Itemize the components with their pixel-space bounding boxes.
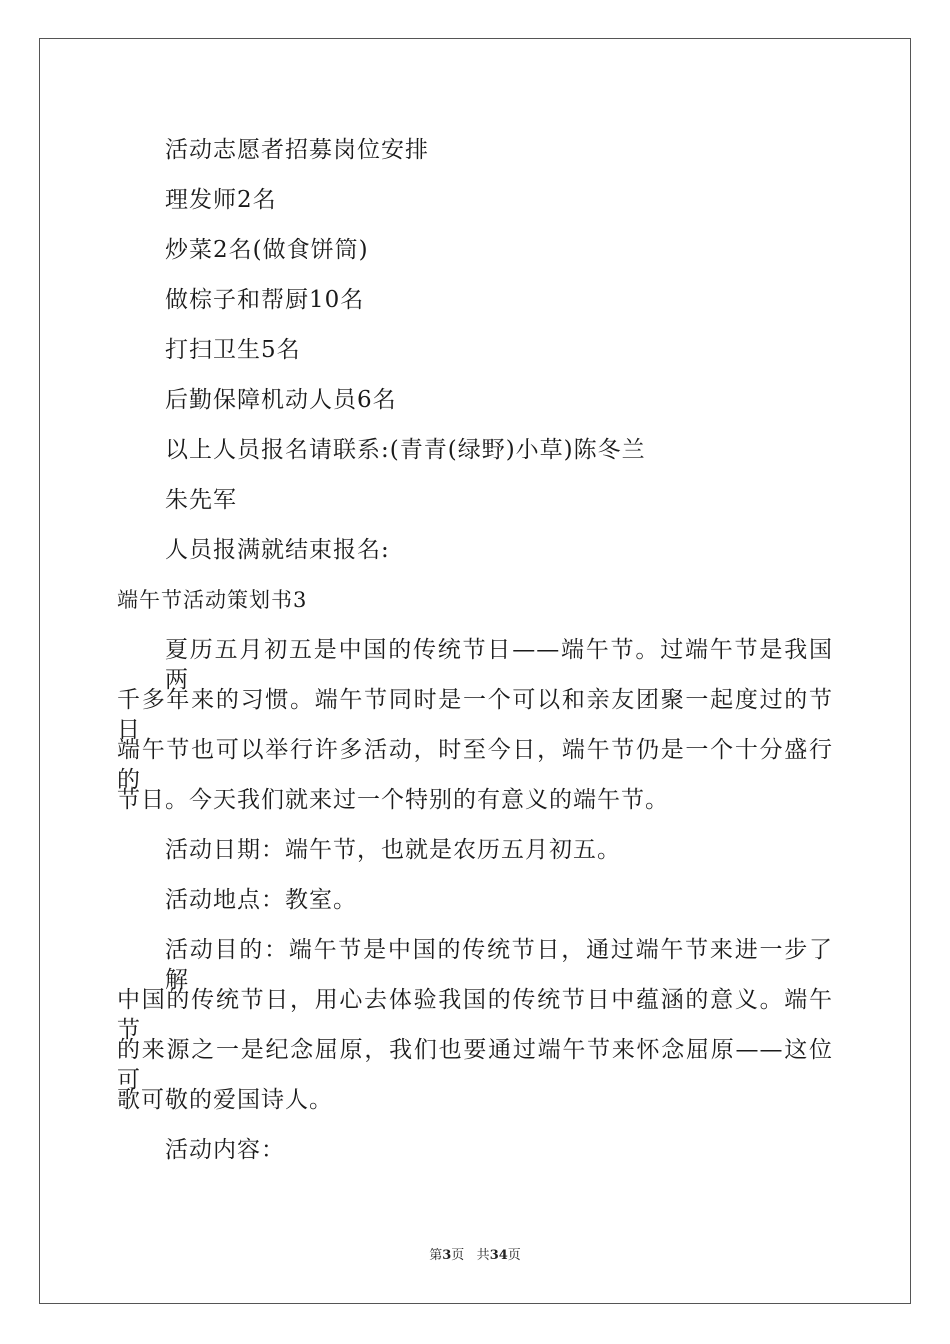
page-unit: 页 (451, 1248, 465, 1263)
page-total: 34 (489, 1248, 508, 1263)
page-footer (0, 1247, 950, 1265)
section-heading: 端午节活动策划书3 (117, 588, 308, 612)
text-line: 节日。今天我们就来过一个特别的有意义的端午节。 (117, 787, 669, 813)
text-line: 夏历五月初五是中国的传统节日——端午节。过端午节是我国两 (165, 637, 833, 693)
text-line: 炒菜2名(做食饼筒) (165, 237, 369, 263)
text-line: 端午节也可以举行许多活动，时至今日，端午节仍是一个十分盛行的 (117, 737, 833, 793)
text-line: 打扫卫生5名 (165, 337, 301, 363)
page-prefix: 第 (429, 1248, 443, 1263)
text-line: 活动内容： (165, 1137, 285, 1163)
total-unit: 页 (507, 1248, 521, 1263)
text-line: 以上人员报名请联系:(青青(绿野)小草)陈冬兰 (165, 437, 646, 463)
text-line: 活动地点：教室。 (165, 887, 357, 913)
text-line: 朱先军 (165, 487, 237, 513)
text-line: 中国的传统节日，用心去体验我国的传统节日中蕴涵的意义。端午节 (117, 987, 833, 1043)
text-line: 千多年来的习惯。端午节同时是一个可以和亲友团聚一起度过的节日 (117, 687, 833, 743)
text-line: 后勤保障机动人员6名 (165, 387, 397, 413)
text-line: 做棕子和帮厨10名 (165, 287, 365, 313)
text-line: 的来源之一是纪念屈原，我们也要通过端午节来怀念屈原——这位可 (117, 1037, 833, 1093)
text-line: 活动日期：端午节，也就是农历五月初五。 (165, 837, 621, 863)
page-current: 3 (442, 1248, 452, 1263)
text-line: 人员报满就结束报名: (165, 537, 390, 563)
text-line: 理发师2名 (165, 187, 277, 213)
total-prefix: 共 (476, 1248, 490, 1263)
text-line: 活动志愿者招募岗位安排 (165, 137, 429, 163)
text-line: 歌可敬的爱国诗人。 (117, 1087, 333, 1113)
text-line: 活动目的：端午节是中国的传统节日，通过端午节来进一步了解 (165, 937, 833, 993)
